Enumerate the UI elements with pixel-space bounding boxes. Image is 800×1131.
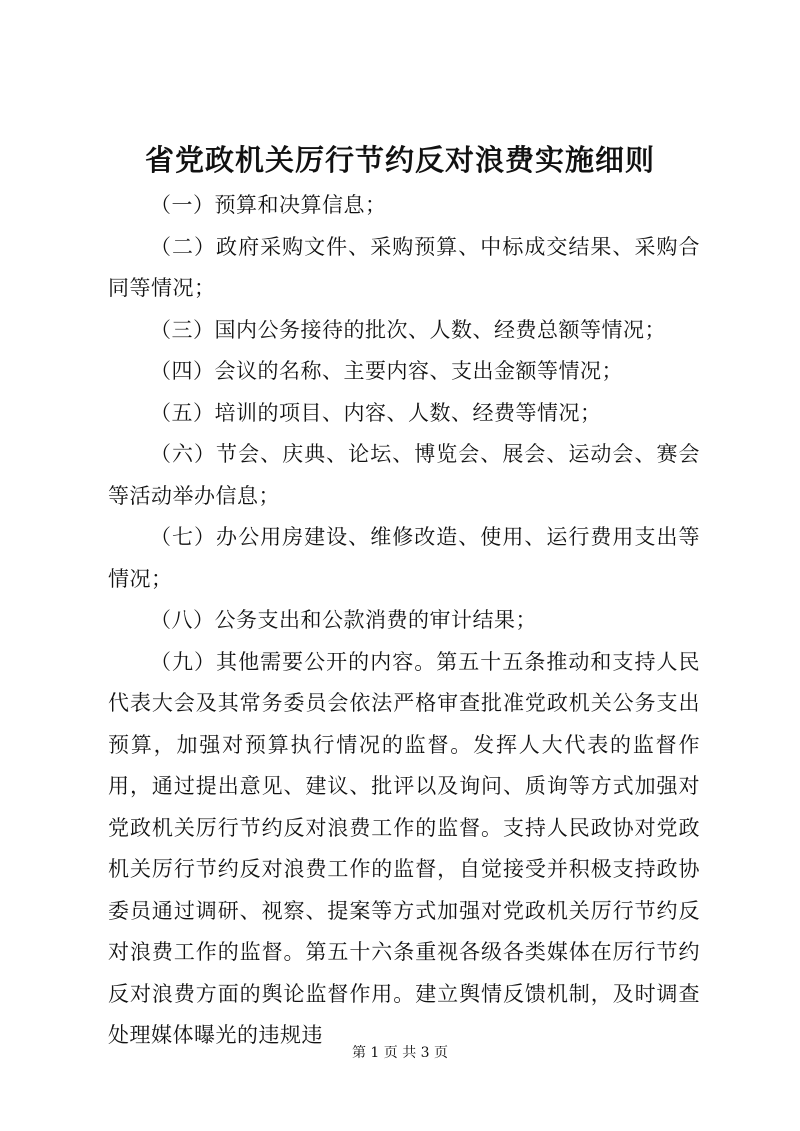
page-number: 第 1 页 共 3 页 [351,1045,449,1061]
paragraph-training: （五）培训的项目、内容、人数、经费等情况； [150,400,602,425]
paragraph-other-content: （九）其他需要公开的内容。第五十五条推动和支持人民代表大会及其常务委员会依法严格审查批准党政机关公务支出预算，加强对预算执行情况的监督。发挥人大代表的监督作用，通过提出意见、建议、批评以及询问、质询等方式加强对党政机关厉行节约反对浪费工作的监督。支持人民政协对党政机关厉行节约反对浪费工作的监督，自觉接受并积极支持政协委员通过调研、视察、提案等方式加强对党政机关厉行节约反对浪费工作的监督。第五十六条重视各级各类媒体在厉行节约反对浪费方面的舆论监督作用。建立舆情反馈机制，及时调查处理媒体曝光的违规违 [108,649,700,1047]
paragraph-procurement: （二）政府采购文件、采购预算、中标成交结果、采购合同等情况； [108,234,700,300]
paragraph-office-buildings: （七）办公用房建设、维修改造、使用、运行费用支出等情况； [108,525,700,591]
paragraph-meetings: （四）会议的名称、主要内容、支出金额等情况； [150,359,623,383]
document-body [108,185,700,1057]
document-title: 省党政机关厉行节约反对浪费实施细则 [144,143,655,177]
paragraph-reception: （三）国内公务接待的批次、人数、经费总额等情况； [150,317,666,342]
paragraph-budget-info: （一）预算和决算信息； [150,193,387,217]
paragraph-audit-results: （八）公务支出和公款消费的审计结果； [150,608,537,632]
paragraph-events: （六）节会、庆典、论坛、博览会、展会、运动会、赛会等活动举办信息； [108,442,700,508]
